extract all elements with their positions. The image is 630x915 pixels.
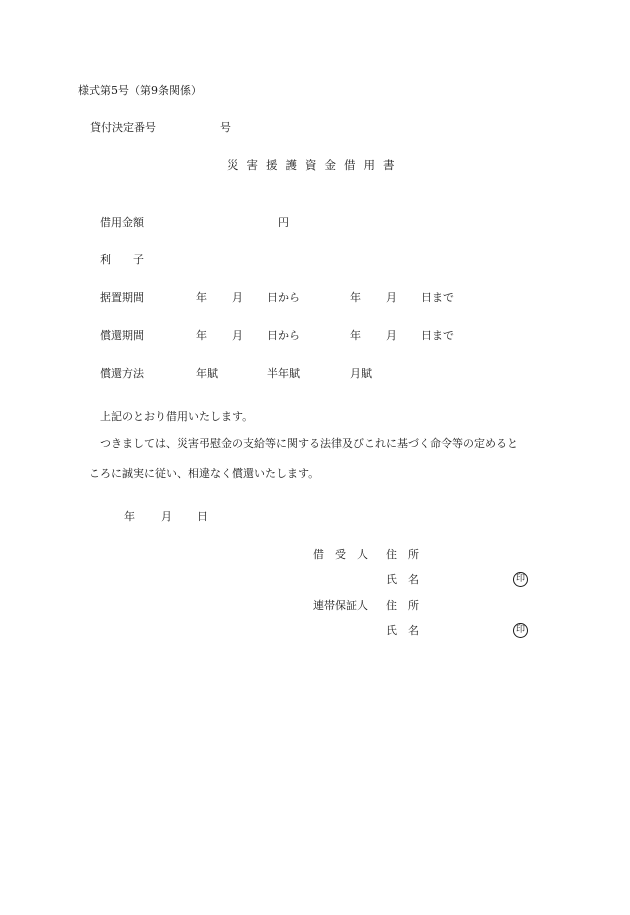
loan-amount-yen: 円 xyxy=(278,216,289,229)
date-year: 年 xyxy=(124,510,135,523)
form-number: 様式第5号（第9条関係） xyxy=(78,84,202,97)
guarantor-label: 連帯保証人 xyxy=(313,599,368,612)
method-annual: 年賦 xyxy=(196,367,218,380)
deferment-start-day: 日から xyxy=(267,291,300,304)
repayment-end-day: 日まで xyxy=(421,329,454,342)
repayment-end-month: 月 xyxy=(386,329,397,342)
loan-decision-label: 貸付決定番号 xyxy=(90,121,156,134)
borrower-name-label: 氏 名 xyxy=(386,573,419,586)
repayment-end-year: 年 xyxy=(350,329,361,342)
body-line-3: ころに誠実に従い、相違なく償還いたします。 xyxy=(89,467,320,480)
borrower-address-label: 住 所 xyxy=(386,548,419,561)
repayment-start-day: 日から xyxy=(267,329,300,342)
interest-label: 利 子 xyxy=(100,253,144,266)
repayment-start-month: 月 xyxy=(232,329,243,342)
guarantor-address-label: 住 所 xyxy=(386,599,419,612)
document-title: 災害援護資金借用書 xyxy=(227,158,403,172)
borrower-seal: 印 xyxy=(513,572,528,587)
method-semiannual: 半年賦 xyxy=(267,367,300,380)
guarantor-name-label: 氏 名 xyxy=(386,624,419,637)
guarantor-seal: 印 xyxy=(513,623,528,638)
deferment-end-month: 月 xyxy=(386,291,397,304)
loan-decision-suffix: 号 xyxy=(220,121,231,134)
body-line-2: つきましては、災害弔慰金の支給等に関する法律及びこれに基づく命令等の定めると xyxy=(100,437,518,450)
body-line-1: 上記のとおり借用いたします。 xyxy=(100,410,254,423)
method-monthly: 月賦 xyxy=(350,367,372,380)
repayment-method-label: 償還方法 xyxy=(100,367,144,380)
date-day: 日 xyxy=(197,510,208,523)
date-month: 月 xyxy=(161,510,172,523)
repayment-period-label: 償還期間 xyxy=(100,329,144,342)
repayment-start-year: 年 xyxy=(196,329,207,342)
deferment-start-month: 月 xyxy=(232,291,243,304)
deferment-end-day: 日まで xyxy=(421,291,454,304)
deferment-end-year: 年 xyxy=(350,291,361,304)
borrower-label: 借 受 人 xyxy=(313,548,368,561)
loan-amount-label: 借用金額 xyxy=(100,216,144,229)
deferment-label: 据置期間 xyxy=(100,291,144,304)
deferment-start-year: 年 xyxy=(196,291,207,304)
